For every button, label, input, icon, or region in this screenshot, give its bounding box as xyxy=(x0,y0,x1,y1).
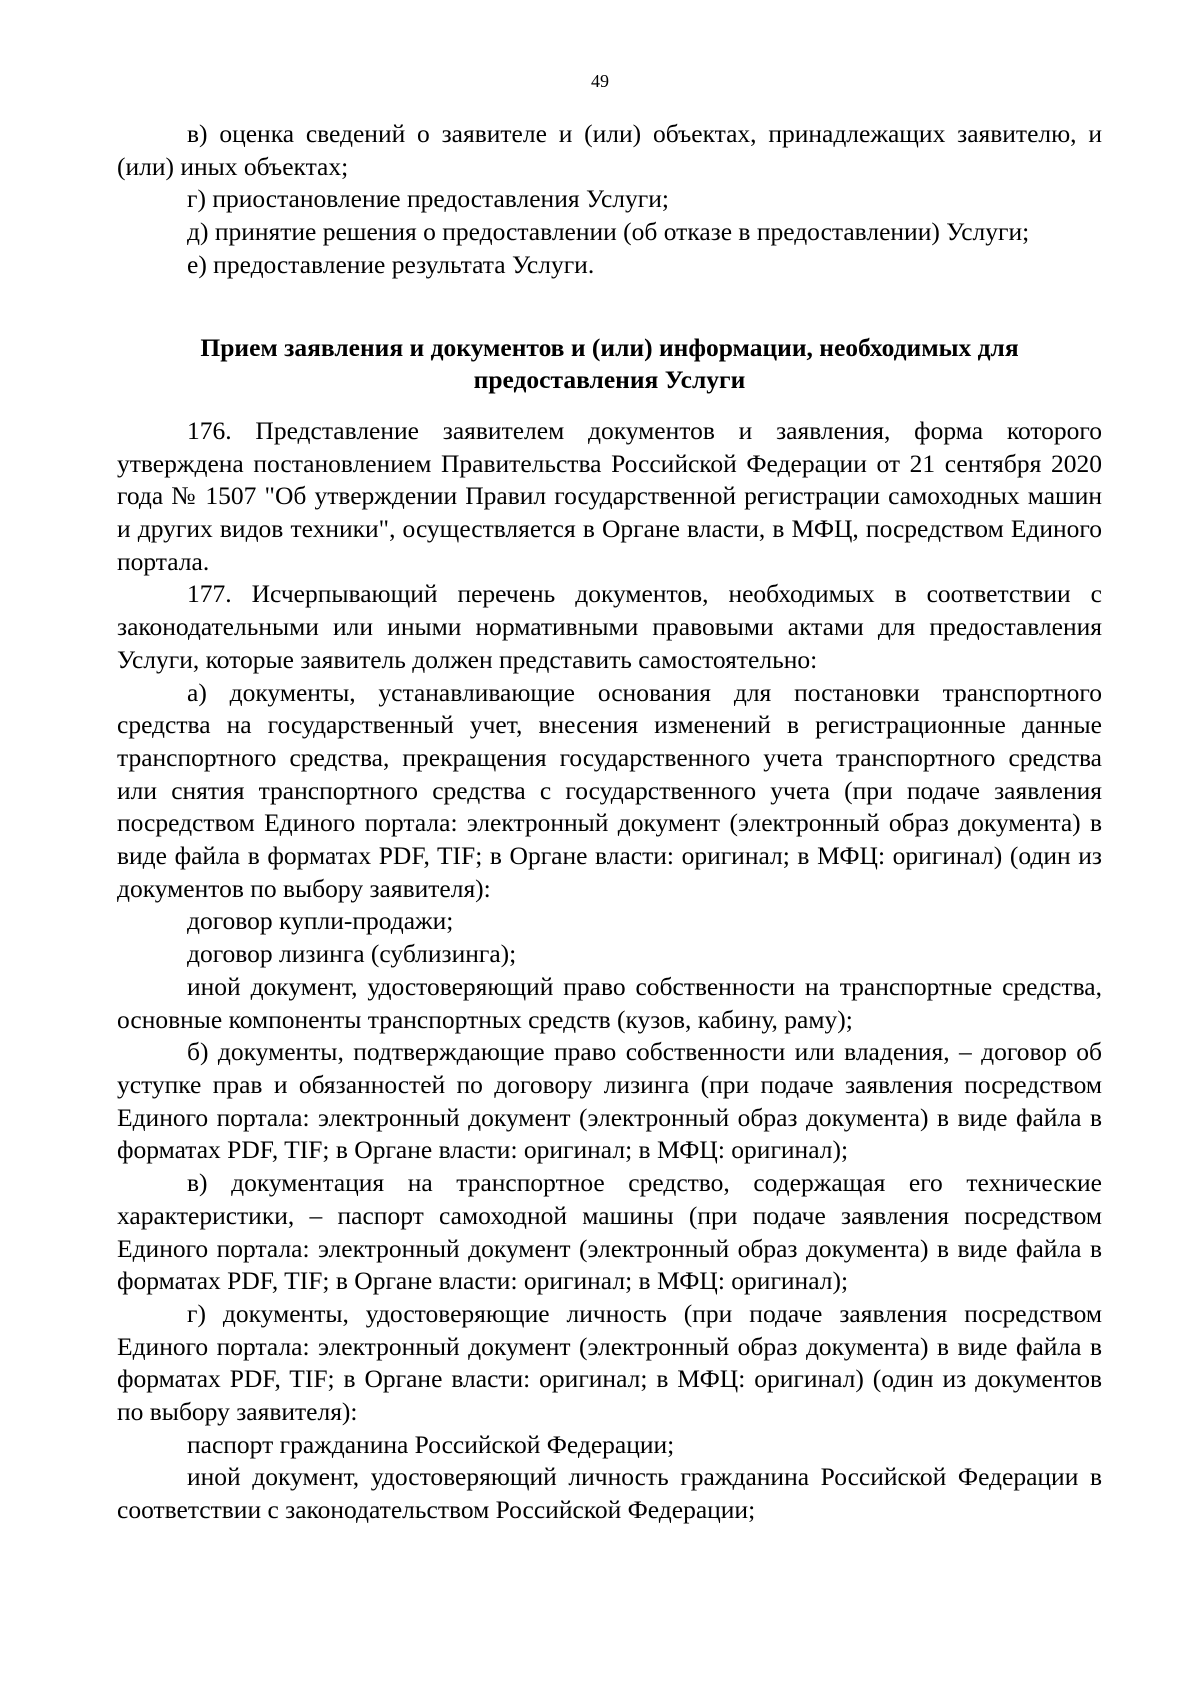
paragraph-other-identity-document: иной документ, удостоверяющий личность гражданина Российской Федерации в соответствии с законодательством Российской Федерации; xyxy=(117,1462,1102,1525)
page-number: 49 xyxy=(591,71,609,91)
list-item-g: г) приостановление предоставления Услуги; xyxy=(187,184,669,214)
paragraph-contract-leasing: договор лизинга (сублизинга); xyxy=(187,939,517,969)
paragraph-177-v: в) документация на транспортное средство, содержащая его технические характеристики, – паспорт самоходной машины (при подаче заявления посредством Единого портала: электронный документ (электронный образ документа) в виде файла в форматах PDF, TIF; в Органе власти: оригинал; в МФЦ: оригинал); xyxy=(117,1168,1102,1296)
paragraph-177-a: а) документы, устанавливающие основания для постановки транспортного средства на государственный учет, внесения изменений в регистрационные данные транспортного средства, прекращения государственного учета транспортного средства или снятия транспортного средства с государственного учета (при подаче заявления посредством Единого портала: электронный документ (электронный образ документа) в виде файла в форматах PDF, TIF; в Органе власти: оригинал; в МФЦ: оригинал) (один из документов по выбору заявителя): xyxy=(117,677,1102,903)
list-item-e: е) предоставление результата Услуги. xyxy=(187,249,595,279)
list-item-d: д) принятие решения о предоставлении (об отказе в предоставлении) Услуги; xyxy=(187,217,1030,247)
page-content xyxy=(117,118,1102,1527)
paragraph-176: 176. Представление заявителем документов и заявления, форма которого утверждена постановлением Правительства Российской Федерации от 21 сентября 2020 года № 1507 "Об утверждении Правил государственной регистрации самоходных машин и других видов техники", осуществляется в Органе власти, в МФЦ, посредством Единого портала. xyxy=(117,415,1102,576)
paragraph-177-g: г) документы, удостоверяющие личность (при подаче заявления посредством Единого портала: электронный документ (электронный образ документа) в виде файла в форматах PDF, TIF; в Органе власти: оригинал; в МФЦ: оригинал) (один из документов по выбору заявителя): xyxy=(117,1298,1102,1427)
paragraph-contract-sale: договор купли-продажи; xyxy=(187,906,454,936)
paragraph-177-b: б) документы, подтверждающие право собственности или владения, – договор об уступке прав и обязанностей по договору лизинга (при подаче заявления посредством Единого портала: электронный документ (электронный образ документа) в виде файла в форматах PDF, TIF; в Органе власти: оригинал; в МФЦ: оригинал); xyxy=(117,1037,1102,1165)
section-heading-line-1: Прием заявления и документов и (или) информации, необходимых для xyxy=(200,332,1019,362)
paragraph-177: 177. Исчерпывающий перечень документов, необходимых в соответствии с законодательными или иными нормативными правовыми актами для предоставления Услуги, которые заявитель должен представить самостоятельно: xyxy=(117,579,1102,674)
paragraph-other-ownership-document: иной документ, удостоверяющий право собственности на транспортные средства, основные компоненты транспортных средств (кузов, кабину, раму); xyxy=(117,971,1102,1034)
list-item-v: в) оценка сведений о заявителе и (или) объектах, принадлежащих заявителю, и (или) иных объектах; xyxy=(117,119,1102,181)
section-heading-line-2: предоставления Услуги xyxy=(473,365,746,395)
section-heading xyxy=(117,332,1102,397)
paragraph-passport: паспорт гражданина Российской Федерации; xyxy=(187,1429,675,1459)
